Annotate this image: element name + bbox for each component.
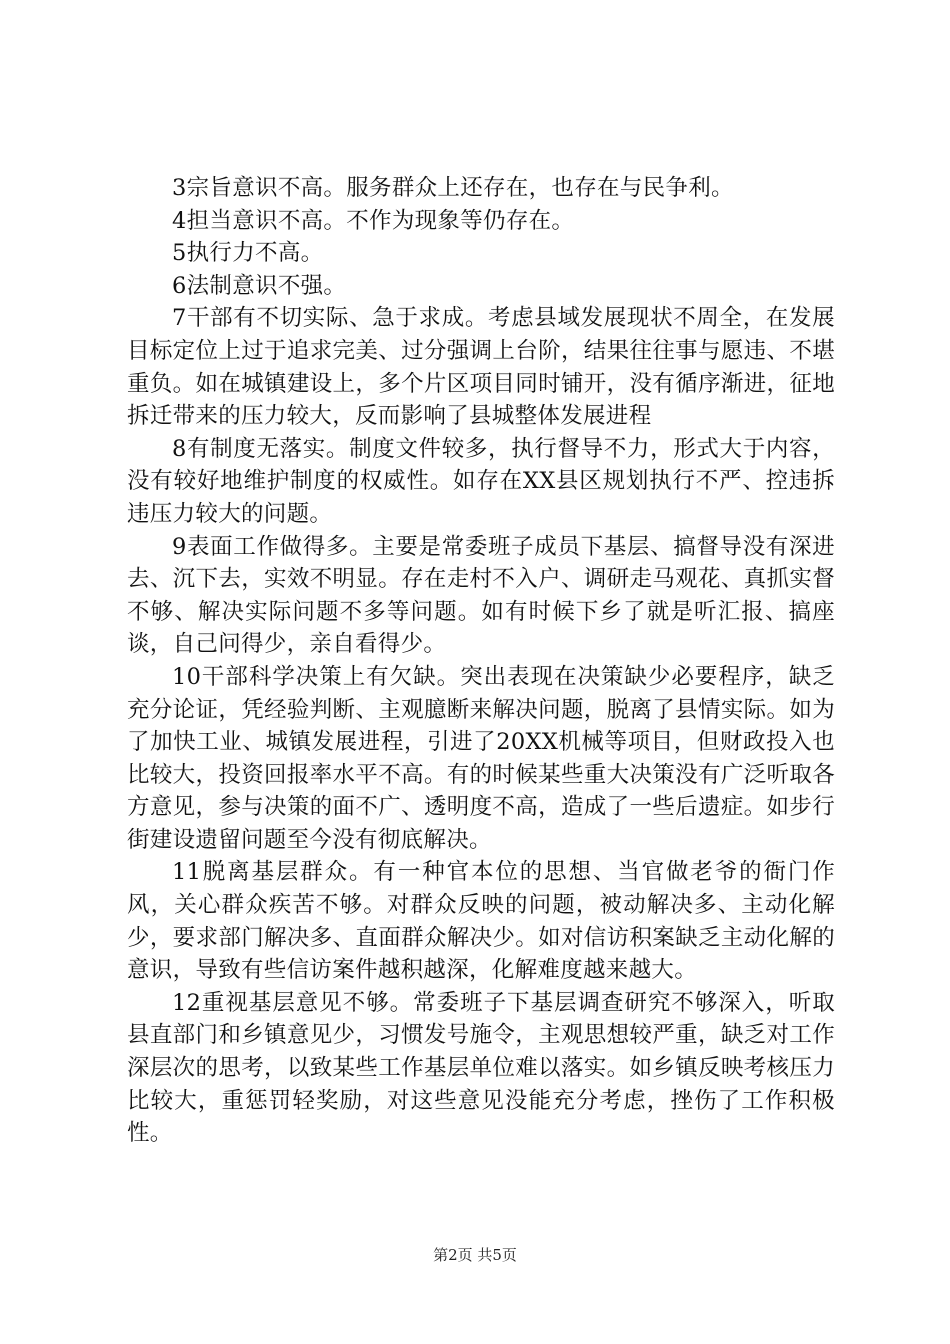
paragraph-12: 12重视基层意见不够。常委班子下基层调查研究不够深入，听取县直部门和乡镇意见少，习惯发号施令，主观思想较严重，缺乏对工作深层次的思考，以致某些工作基层单位难以落实。如乡镇反映考核压力比较大，重惩罚轻奖励，对这些意见没能充分考虑，挫伤了工作积极性。 (127, 989, 835, 1147)
paragraph-7: 7干部有不切实际、急于求成。考虑县域发展现状不周全，在发展目标定位上过于追求完美、过分强调上台阶，结果往往事与愿违、不堪重负。如在城镇建设上，多个片区项目同时铺开，没有循序渐进，征地拆迁带来的压力较大，反而影响了县城整体发展进程 (127, 305, 835, 430)
paragraph-11: 11脱离基层群众。有一种官本位的思想、当官做老爷的衙门作风，关心群众疾苦不够。对群众反映的问题，被动解决多、主动化解少，要求部门解决多、直面群众解决少。如对信访积案缺乏主动化解的意识，导致有些信访案件越积越深，化解难度越来越大。 (127, 859, 835, 984)
page-footer: 第2页 共5页 (433, 1246, 517, 1264)
paragraph-6: 6法制意识不强。 (172, 272, 347, 299)
paragraph-9: 9表面工作做得多。主要是常委班子成员下基层、搞督导没有深进去、沉下去，实效不明显。存在走村不入户、调研走马观花、真抓实督不够、解决实际问题不多等问题。如有时候下乡了就是听汇报、搞座谈，自己问得少，亲自看得少。 (127, 533, 835, 658)
paragraph-5: 5执行力不高。 (172, 240, 324, 267)
paragraph-3: 3宗旨意识不高。服务群众上还存在，也存在与民争利。 (172, 175, 734, 201)
paragraph-10: 10干部科学决策上有欠缺。突出表现在决策缺少必要程序，缺乏充分论证，凭经验判断、主观臆断来解决问题，脱离了县情实际。如为了加快工业、城镇发展进程，引进了20XX机械等项目，但财政投入也比较大，投资回报率水平不高。有的时候某些重大决策没有广泛听取各方意见，参与决策的面不广、透明度不高，造成了一些后遗症。如步行街建设遗留问题至今没有彻底解决。 (127, 663, 835, 853)
document-body (127, 172, 835, 1150)
paragraph-8: 8有制度无落实。制度文件较多，执行督导不力，形式大于内容，没有较好地维护制度的权威性。如存在XX县区规划执行不严、控违拆违压力较大的问题。 (127, 435, 835, 527)
paragraph-4: 4担当意识不高。不作为现象等仍存在。 (172, 207, 575, 234)
